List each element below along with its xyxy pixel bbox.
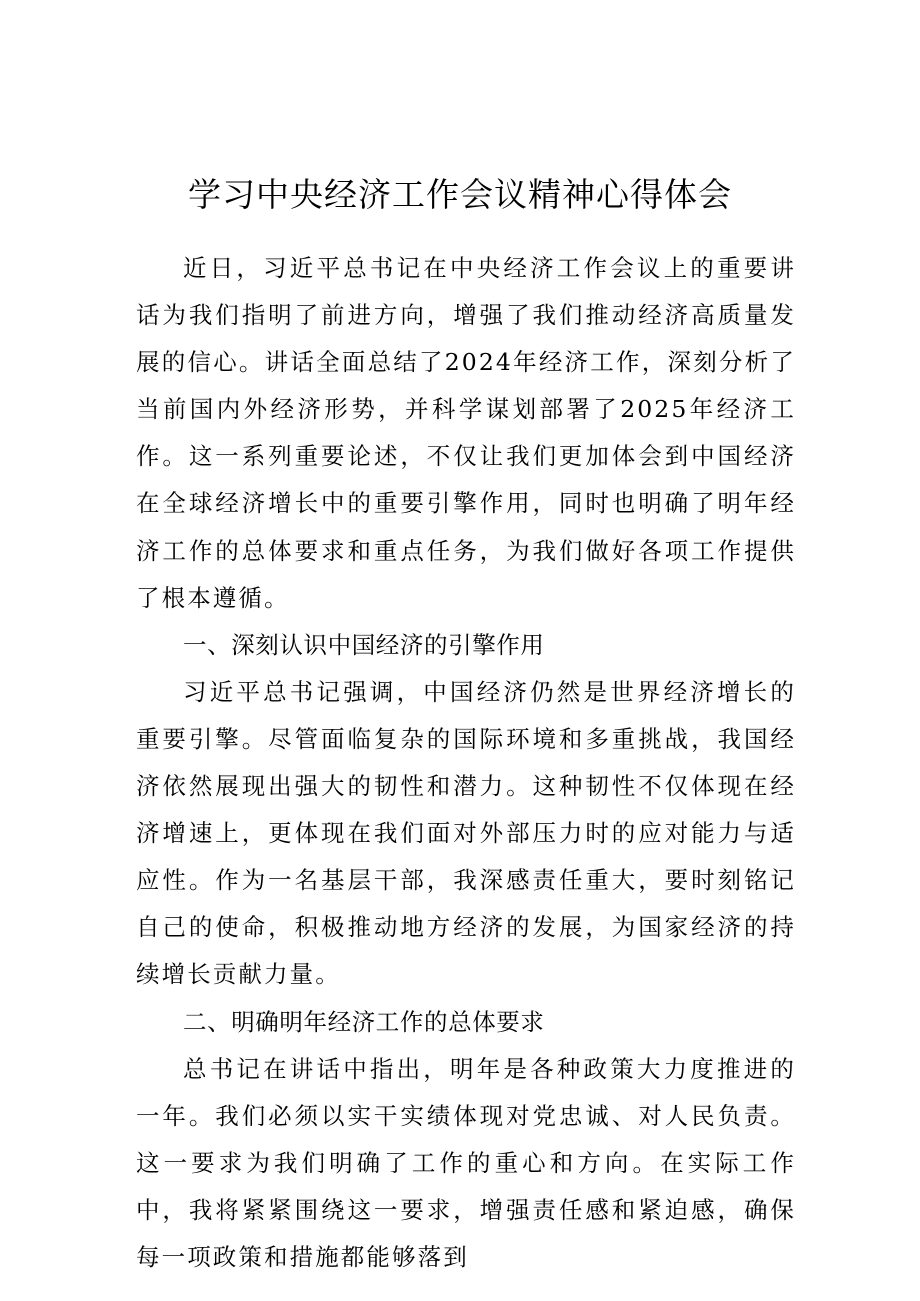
section-heading: 一、深刻认识中国经济的引擎作用 xyxy=(183,630,545,659)
document-body xyxy=(136,245,796,1281)
document-title: 学习中央经济工作会议精神心得体会 xyxy=(188,175,732,214)
section-heading: 二、明确明年经济工作的总体要求 xyxy=(183,1007,545,1036)
intro-paragraph: 近日，习近平总书记在中央经济工作会议上的重要讲话为我们指明了前进方向，增强了我们推动经济高质量发展的信心。讲话全面总结了2024年经济工作，深刻分析了当前国内外经济形势，并科学谋划部署了2025年经济工作。这一系列重要论述，不仅让我们更加体会到中国经济在全球经济增长中的重要引擎作用，同时也明确了明年经济工作的总体要求和重点任务，为我们做好各项工作提供了根本遵循。 xyxy=(136,254,796,612)
section-paragraph: 总书记在讲话中指出，明年是各种政策大力度推进的一年。我们必须以实干实绩体现对党忠诚、对人民负责。这一要求为我们明确了工作的重心和方向。在实际工作中，我将紧紧围绕这一要求，增强责任感和紧迫感，确保每一项政策和措施都能够落到 xyxy=(136,1054,796,1271)
section-paragraph: 习近平总书记强调，中国经济仍然是世界经济增长的重要引擎。尽管面临复杂的国际环境和多重挑战，我国经济依然展现出强大的韧性和潜力。这种韧性不仅体现在经济增速上，更体现在我们面对外部压力时的应对能力与适应性。作为一名基层干部，我深感责任重大，要时刻铭记自己的使命，积极推动地方经济的发展，为国家经济的持续增长贡献力量。 xyxy=(136,677,796,989)
